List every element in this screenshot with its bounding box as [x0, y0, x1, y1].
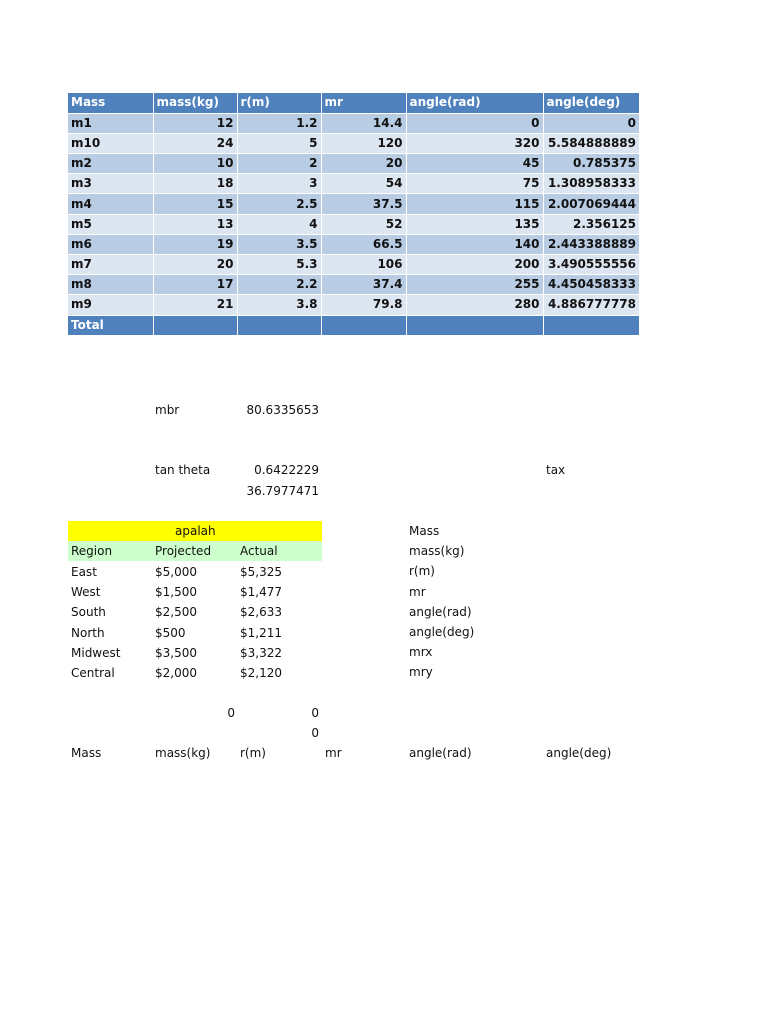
table-cell[interactable]: 2.5 [237, 194, 321, 214]
mass-table-total-row [68, 315, 639, 335]
label-cell[interactable]: r(m) [409, 564, 435, 579]
region-value-cell[interactable]: $1,477 [240, 585, 282, 600]
mass-name-cell[interactable]: m3 [68, 174, 153, 194]
table-cell[interactable]: 3.490555556 [543, 255, 639, 275]
table-cell[interactable]: 4.450458333 [543, 275, 639, 295]
table-cell[interactable]: 52 [321, 214, 406, 234]
region-row [68, 602, 322, 622]
header-cell[interactable]: r(m) [237, 93, 321, 113]
total-cell[interactable] [237, 315, 321, 335]
label-cell[interactable]: mass(kg) [409, 544, 465, 559]
table-cell[interactable]: 5 [237, 133, 321, 153]
table-cell[interactable]: 0.785375 [543, 154, 639, 174]
region-table-title[interactable]: apalah [175, 524, 216, 538]
region-name-cell[interactable]: Central [71, 666, 115, 680]
table-cell[interactable]: 3 [237, 174, 321, 194]
table-cell[interactable]: 280 [406, 295, 543, 315]
region-value-cell[interactable]: $2,120 [240, 666, 282, 680]
region-value-cell[interactable]: $5,325 [240, 565, 282, 579]
region-name-cell[interactable]: West [71, 585, 101, 600]
table-cell[interactable]: 79.8 [321, 295, 406, 315]
table-cell[interactable]: 37.5 [321, 194, 406, 214]
bottom-header-cell[interactable]: Mass [71, 746, 102, 760]
label-cell[interactable]: angle(rad) [409, 604, 472, 619]
table-cell[interactable]: 75 [406, 174, 543, 194]
label-cell[interactable]: mry [409, 665, 433, 680]
mass-name-cell[interactable]: m2 [68, 154, 153, 174]
zero-cell[interactable]: 0 [311, 726, 319, 740]
table-cell[interactable]: 2.356125 [543, 214, 639, 234]
mass-table-body [68, 113, 639, 315]
label-cell[interactable]: Mass [409, 524, 440, 538]
zero-cell[interactable]: 0 [311, 706, 319, 720]
table-cell[interactable]: 1.2 [237, 113, 321, 133]
total-cell[interactable] [321, 315, 406, 335]
mass-table [68, 93, 639, 335]
mass-name-cell[interactable]: m10 [68, 133, 153, 153]
mass-name-cell[interactable]: m9 [68, 295, 153, 315]
header-cell[interactable]: mr [321, 93, 406, 113]
table-cell[interactable]: 21 [153, 295, 237, 315]
table-cell[interactable]: 17 [153, 275, 237, 295]
region-table-header [68, 541, 322, 561]
bottom-header-cell[interactable]: angle(deg) [546, 746, 612, 760]
mbr-label[interactable]: mbr [155, 403, 180, 417]
mass-name-cell[interactable]: m8 [68, 275, 153, 295]
table-cell[interactable]: 3.5 [237, 234, 321, 254]
header-cell[interactable]: Mass [68, 93, 153, 113]
mass-name-cell[interactable]: m6 [68, 234, 153, 254]
table-cell[interactable]: 5.584888889 [543, 133, 639, 153]
region-value-cell[interactable]: $2,000 [155, 666, 197, 680]
region-value-cell[interactable]: $5,000 [155, 565, 197, 579]
region-name-cell[interactable]: Midwest [71, 645, 121, 660]
table-row [68, 133, 639, 153]
region-value-cell[interactable]: $3,500 [155, 645, 197, 660]
table-row [68, 295, 639, 315]
region-row [68, 643, 322, 663]
header-cell[interactable]: mass(kg) [153, 93, 237, 113]
header-cell[interactable]: angle(deg) [543, 93, 639, 113]
table-cell[interactable]: 54 [321, 174, 406, 194]
table-row [68, 234, 639, 254]
region-value-cell[interactable]: $2,500 [155, 605, 197, 620]
table-row [68, 194, 639, 214]
table-cell[interactable]: 115 [406, 194, 543, 214]
mbr-value[interactable]: 80.6335653 [246, 403, 319, 417]
table-cell[interactable]: 37.4 [321, 275, 406, 295]
table-cell[interactable]: 14.4 [321, 113, 406, 133]
tax-label[interactable]: tax [546, 463, 566, 477]
bottom-header-cell[interactable]: angle(rad) [409, 746, 472, 760]
region-header-cell[interactable]: Region [71, 544, 113, 558]
region-row [68, 623, 322, 643]
table-cell[interactable]: 10 [153, 154, 237, 174]
table-cell[interactable]: 2.007069444 [543, 194, 639, 214]
table-cell[interactable]: 135 [406, 214, 543, 234]
region-name-cell[interactable]: North [71, 625, 105, 640]
table-row [68, 154, 639, 174]
table-cell[interactable]: 4.886777778 [543, 295, 639, 315]
mass-name-cell[interactable]: m7 [68, 255, 153, 275]
table-row [68, 113, 639, 133]
tan-theta-label[interactable]: tan theta [155, 463, 211, 477]
table-cell[interactable]: 24 [153, 133, 237, 153]
total-cell[interactable] [543, 315, 639, 335]
table-cell[interactable]: 200 [406, 255, 543, 275]
bottom-header-cell[interactable]: mass(kg) [155, 746, 211, 760]
table-cell[interactable]: 1.308958333 [543, 174, 639, 194]
mass-name-cell[interactable]: m1 [68, 113, 153, 133]
table-cell[interactable]: 106 [321, 255, 406, 275]
table-cell[interactable]: 15 [153, 194, 237, 214]
total-cell[interactable] [406, 315, 543, 335]
table-row [68, 174, 639, 194]
label-cell[interactable]: mrx [409, 645, 433, 660]
table-cell[interactable]: 13 [153, 214, 237, 234]
bottom-header-cell[interactable]: r(m) [240, 746, 266, 760]
region-value-cell[interactable]: $1,211 [240, 625, 282, 640]
mass-table-header-row [68, 93, 639, 113]
mass-name-cell[interactable]: m5 [68, 214, 153, 234]
region-value-cell[interactable]: $2,633 [240, 605, 282, 620]
region-row [68, 663, 322, 683]
table-cell[interactable]: 20 [321, 154, 406, 174]
total-label-cell[interactable]: Total [68, 315, 153, 335]
table-cell[interactable]: 255 [406, 275, 543, 295]
table-cell[interactable]: 66.5 [321, 234, 406, 254]
total-cell[interactable] [153, 315, 237, 335]
table-cell[interactable]: 2.2 [237, 275, 321, 295]
table-cell[interactable]: 18 [153, 174, 237, 194]
table-cell[interactable]: 5.3 [237, 255, 321, 275]
region-value-cell[interactable]: $500 [155, 625, 186, 640]
table-cell[interactable]: 45 [406, 154, 543, 174]
table-cell[interactable]: 12 [153, 113, 237, 133]
table-cell[interactable]: 19 [153, 234, 237, 254]
table-row [68, 214, 639, 234]
region-header-cell[interactable]: Actual [240, 544, 278, 558]
table-cell[interactable]: 20 [153, 255, 237, 275]
table-cell[interactable]: 3.8 [237, 295, 321, 315]
table-row [68, 275, 639, 295]
tan-theta-value[interactable]: 0.6422229 [254, 463, 319, 477]
region-row [68, 562, 322, 582]
region-row [68, 582, 322, 602]
label-cell[interactable]: angle(deg) [409, 625, 475, 639]
region-header-cell[interactable]: Projected [155, 544, 212, 558]
bottom-header-cell[interactable]: mr [325, 746, 342, 760]
table-cell[interactable]: 2.443388889 [543, 234, 639, 254]
region-name-cell[interactable]: South [71, 605, 106, 620]
table-row [68, 255, 639, 275]
region-table-title-bar [68, 521, 322, 541]
zero-cell[interactable]: 0 [227, 706, 235, 720]
table-cell[interactable]: 120 [321, 133, 406, 153]
region-name-cell[interactable]: East [71, 565, 97, 579]
region-value-cell[interactable]: $3,322 [240, 645, 282, 660]
table-cell[interactable]: 320 [406, 133, 543, 153]
table-cell[interactable]: 4 [237, 214, 321, 234]
label-cell[interactable]: mr [409, 584, 426, 599]
theta-degrees-value[interactable]: 36.7977471 [246, 484, 319, 498]
header-cell[interactable]: angle(rad) [406, 93, 543, 113]
table-cell[interactable]: 140 [406, 234, 543, 254]
table-cell[interactable]: 0 [543, 113, 639, 133]
table-cell[interactable]: 2 [237, 154, 321, 174]
table-cell[interactable]: 0 [406, 113, 543, 133]
region-value-cell[interactable]: $1,500 [155, 585, 197, 600]
mass-name-cell[interactable]: m4 [68, 194, 153, 214]
